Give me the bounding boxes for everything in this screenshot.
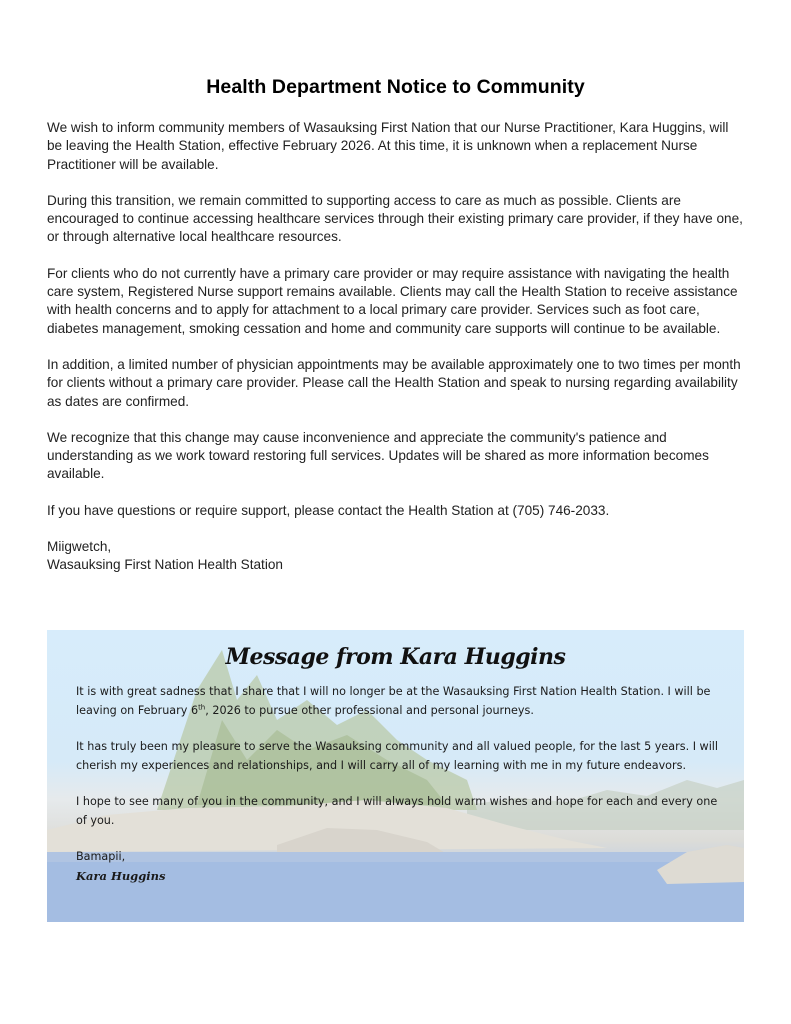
notice-paragraph-2: During this transition, we remain committed to supporting access to care as much as possible. Clients are encouraged to continue accessing healthcare services through their existing primary care provider, if they have one, or through alternative local healthcare resources. — [47, 192, 743, 245]
notice-contact-paragraph: If you have questions or require support, please contact the Health Station at (705) 746-2033. — [47, 502, 610, 518]
message-title: Message from Kara Huggins — [225, 644, 566, 670]
ordinal-suffix: th — [198, 702, 206, 711]
message-paragraph-1-text: It is with great sadness that I share that I will no longer be at the Wasauksing First Nation Health Station. I will be leaving on February 6 — [76, 685, 711, 717]
message-paragraph-1 — [76, 683, 726, 720]
message-paragraph-1-text-end: , 2026 to pursue other professional and personal journeys. — [205, 703, 534, 717]
message-body — [76, 683, 726, 885]
message-signature: Kara Huggins — [76, 868, 166, 883]
notice-paragraph-4: In addition, a limited number of physician appointments may be available approximately one to two times per month for clients without a primary care provider. Please call the Health Station and speak to nursing regarding availability as dates are confirmed. — [47, 356, 741, 409]
message-content — [47, 630, 744, 922]
notice-title: Health Department Notice to Community — [206, 76, 585, 98]
notice-signature: Wasauksing First Nation Health Station — [47, 557, 283, 573]
message-image-box — [47, 630, 744, 922]
message-paragraph-3: I hope to see many of you in the community, and I will always hold warm wishes and hope for each and every one of you. — [76, 795, 718, 827]
message-closing: Bamapii, — [76, 850, 126, 863]
notice-paragraph-1: We wish to inform community members of Wasauksing First Nation that our Nurse Practitioner, Kara Huggins, will be leaving the Health Station, effective February 2026. At this time, it is unknown when a replacement Nurse Practitioner will be available. — [47, 120, 729, 172]
message-paragraph-2: It has truly been my pleasure to serve the Wasauksing community and all valued people, for the last 5 years. I will cherish my experiences and relationships, and I will carry all of my learning with me in my future endeavors. — [76, 740, 719, 772]
notice-body — [47, 119, 747, 575]
notice-closing: Miigwetch, — [47, 539, 112, 555]
notice-paragraph-5: We recognize that this change may cause inconvenience and appreciate the community's patience and understanding as we work toward restoring full services. Updates will be shared as more information becomes available. — [47, 429, 709, 482]
notice-paragraph-3: For clients who do not currently have a primary care provider or may require assistance with navigating the health care system, Registered Nurse support remains available. Clients may call the Health Station to receive assistance with health concerns and to apply for attachment to a local primary care provider. Services such as foot care, diabetes management, smoking cessation and home and community care supports will continue to be available. — [47, 265, 738, 336]
